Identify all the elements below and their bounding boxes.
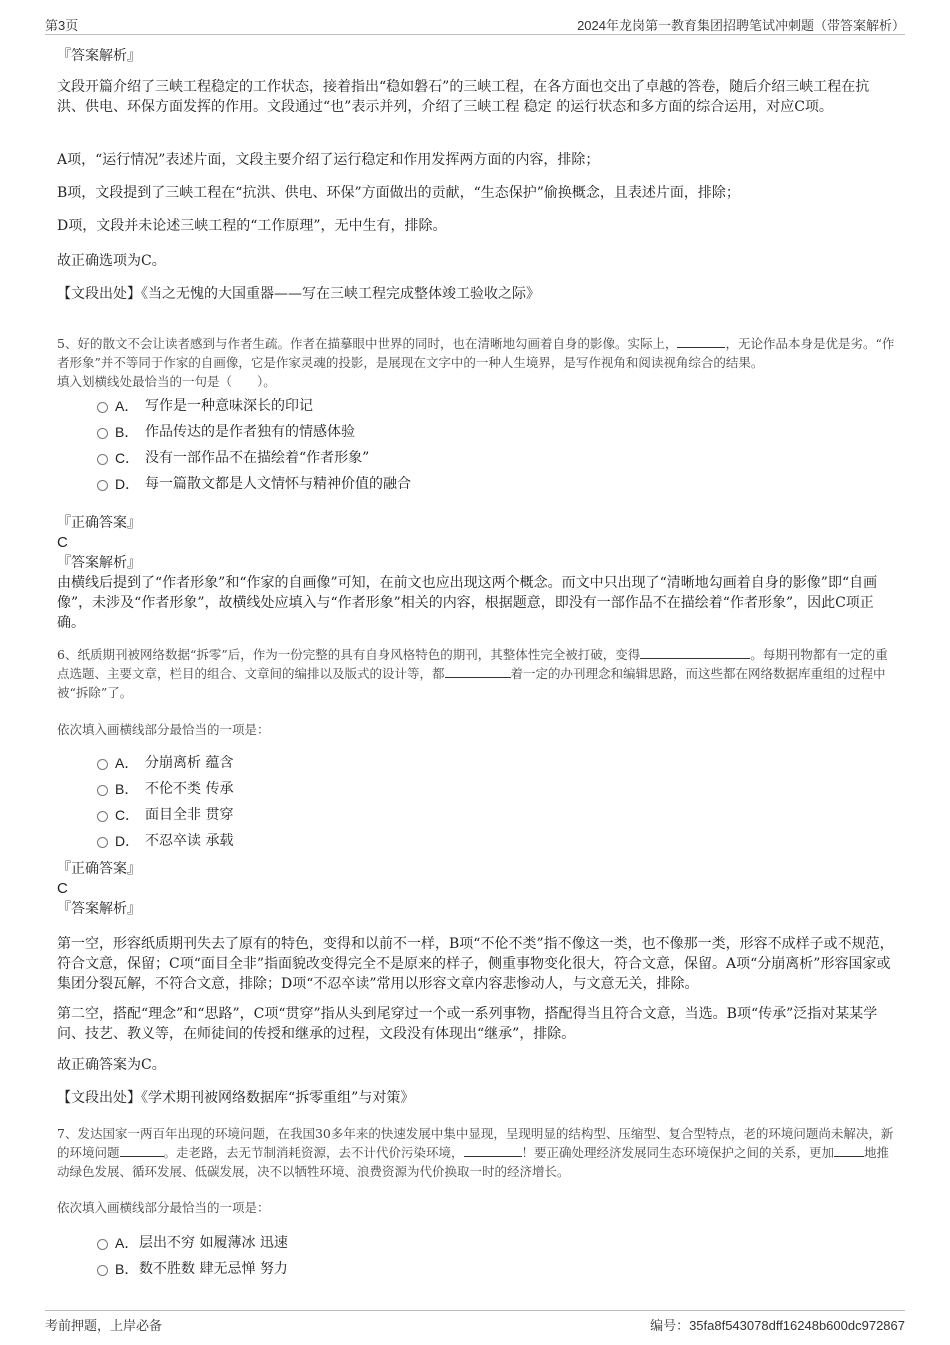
q6-option-d[interactable] — [57, 831, 897, 857]
radio-icon[interactable] — [97, 428, 108, 439]
q4-option-a-note — [57, 150, 897, 170]
q7-stem — [57, 1124, 897, 1181]
option-letter: C． — [115, 450, 140, 466]
option-letter: A． — [115, 398, 139, 414]
q6-analysis-1 — [57, 934, 897, 994]
q4-analysis-section — [57, 46, 897, 66]
q4-analysis-text: 文段开篇介绍了三峡工程稳定的工作状态，接着指出“稳如磐石”的三峡工程，在各方面也交出了卓越的答卷，随后介绍三峡工程在抗洪、供电、环保方面发挥的作用。文段通过“也”表示并列，介绍了三峡工程 稳定 的运行状态和多方面的综合运用，对应C项。 — [57, 79, 870, 115]
option-text: 分崩离析 蕴含 — [145, 755, 234, 771]
q7-stem-part1: 7、发达国家一两百年出现的环境问题，在我国30多年来的快速发展中集中显现，呈现明显的结构型、压缩型、复合型特点，老的环境问题尚未解决，新的环境问题 — [57, 1126, 894, 1160]
footer-slogan: 考前押题，上岸必备 — [45, 1318, 163, 1333]
q4-note-d: D项，文段并未论述三峡工程的“工作原理”，无中生有，排除。 — [57, 218, 447, 234]
q4-option-b-note — [57, 183, 897, 203]
q6-stem-part3: 着一定的办刊理念和编辑思路，而这些都在网络数据库重组的过程中被“拆除”了。 — [57, 666, 886, 700]
q6-stem-part1: 6、纸质期刊被网络数据“拆零”后，作为一份完整的具有自身风格特色的期刊，其整体性完全被打破，变得 — [57, 647, 641, 662]
q5-correct-answer: C — [57, 534, 68, 551]
q6-analysis-2 — [57, 1004, 897, 1044]
document-title: 2024年龙岗第一教育集团招聘笔试冲刺题（带答案解析） — [577, 18, 905, 33]
option-text: 每一篇散文都是人文情怀与精神价值的融合 — [145, 476, 411, 492]
q7-options — [57, 1233, 897, 1285]
radio-icon[interactable] — [97, 1265, 108, 1276]
q5-stem — [57, 334, 897, 391]
q5-stem-part1: 5、好的散文不会让读者感到与作者生疏。作者在描摹眼中世界的同时，也在清晰地勾画着自身的影像。实际上， — [57, 336, 678, 351]
q6-options — [57, 753, 897, 857]
q7-prompt: 依次填入画横线部分最恰当的一项是： — [57, 1200, 270, 1215]
option-text: 没有一部作品不在描绘着“作者形象” — [145, 450, 370, 466]
q4-conclusion: 故正确选项为C。 — [57, 253, 166, 269]
option-text: 数不胜数 肆无忌惮 努力 — [139, 1261, 288, 1277]
option-letter: D． — [115, 833, 140, 849]
radio-icon[interactable] — [97, 785, 108, 796]
document-id: 编号：35fa8f543078dff16248b600dc972867 — [650, 1318, 905, 1333]
q6-correct-answer: C — [57, 880, 68, 897]
q6-correct-label: 『正确答案』 — [57, 861, 141, 877]
q5-option-c[interactable] — [57, 448, 897, 474]
q5-analysis-label: 『答案解析』 — [57, 555, 141, 571]
q5-stem-part3: 填入划横线处最恰当的一句是（ ）。 — [57, 374, 276, 389]
option-text: 不忍卒读 承载 — [145, 833, 234, 849]
q6-option-c[interactable] — [57, 805, 897, 831]
q5-option-a[interactable] — [57, 396, 897, 422]
q6-stem-part2: 。每期刊物都有一定的重点选题、主要文章，栏目的组合、文章间的编排以及版式的设计等，都 — [57, 647, 888, 681]
radio-icon[interactable] — [97, 837, 108, 848]
radio-icon[interactable] — [97, 811, 108, 822]
q6-stem — [57, 645, 897, 702]
q5-blank — [677, 335, 725, 348]
q6-source-block — [57, 1088, 897, 1108]
q6-stem-text — [57, 645, 897, 702]
q6-prompt: 依次填入画横线部分最恰当的一项是： — [57, 722, 270, 737]
q4-conclusion-block — [57, 251, 897, 271]
radio-icon[interactable] — [97, 454, 108, 465]
q6-source: 【文段出处】《学术期刊被网络数据库“拆零重组”与对策》 — [57, 1090, 415, 1106]
q5-option-d[interactable] — [57, 474, 897, 500]
option-text: 不伦不类 传承 — [145, 781, 234, 797]
q4-option-d-note — [57, 216, 897, 236]
q4-note-b: B项，文段提到了三峡工程在“抗洪、供电、环保”方面做出的贡献，“生态保护”偷换概念，且表述片面，排除； — [57, 185, 740, 201]
q7-stem-part3: ！要正确处理经济发展同生态环境保护之间的关系，更加 — [521, 1145, 835, 1160]
option-letter: B． — [115, 424, 139, 440]
q4-source: 【文段出处】《当之无愧的大国重器——写在三峡工程完成整体竣工验收之际》 — [57, 286, 540, 302]
q7-option-b[interactable] — [57, 1259, 897, 1285]
q6-answer-block — [57, 859, 897, 919]
q6-conclusion: 故正确答案为C。 — [57, 1057, 166, 1073]
q4-analysis-label: 『答案解析』 — [57, 48, 141, 64]
q6-option-b[interactable] — [57, 779, 897, 805]
option-letter: B． — [115, 781, 139, 797]
q5-answer-block — [57, 513, 897, 633]
q5-correct-label: 『正确答案』 — [57, 515, 141, 531]
q7-option-a[interactable] — [57, 1233, 897, 1259]
q6-prompt-block — [57, 720, 897, 739]
q5-stem-part2: ，无论作品本身是优是劣。“作者形象”并不等同于作家的自画像，它是作家灵魂的投影，是展现在文字中的一种人生境界，是写作视角和阅读视角综合的结果。 — [57, 336, 895, 370]
q7-stem-part4: 地推动绿色发展、循环发展、低碳发展，决不以牺牲环境、浪费资源为代价换取一时的经济增长。 — [57, 1145, 890, 1179]
q7-stem-part2: 。走老路，去无节制消耗资源，去不计代价污染环境， — [163, 1145, 464, 1160]
radio-icon[interactable] — [97, 402, 108, 413]
q6-analysis-para1: 第一空，形容纸质期刊失去了原有的特色，变得和以前不一样，B项“不伦不类”指不像这一类，也不像那一类，形容不成样子或不规范，符合文意，保留；C项“面目全非”指面貌改变得完全不是原来的样子，侧重事物变化很大，符合文意，保留。A项“分崩离析”形容国家或集团分裂瓦解，不符合文意，排除；D项“不忍卒读”常用以形容文章内容悲惨动人，与文意无关，排除。 — [57, 936, 894, 992]
q6-option-a[interactable] — [57, 753, 897, 779]
q5-option-b[interactable] — [57, 422, 897, 448]
option-text: 作品传达的是作者独有的情感体验 — [145, 424, 355, 440]
option-text: 层出不穷 如履薄冰 迅速 — [139, 1235, 288, 1251]
q5-stem-text — [57, 334, 897, 372]
q5-analysis-text: 由横线后提到了“作者形象”和“作家的自画像”可知，在前文也应出现这两个概念。而文中只出现了“清晰地勾画着自身的影像”即“自画像”，未涉及“作者形象”，故横线处应填入与“作者形象”相关的内容，根据题意，即没有一部作品不在描绘着“作者形象”，因此C项正确。 — [57, 575, 878, 631]
option-text: 写作是一种意味深长的印记 — [145, 398, 313, 414]
q6-blank-2 — [445, 665, 511, 678]
q6-analysis-label: 『答案解析』 — [57, 901, 141, 917]
q7-stem-text — [57, 1124, 897, 1181]
q7-blank-1 — [120, 1144, 164, 1157]
option-text: 面目全非 贯穿 — [145, 807, 234, 823]
page-number: 第3页 — [45, 18, 79, 33]
q6-analysis-para2: 第二空，搭配“理念”和“思路”，C项“贯穿”指从头到尾穿过一个或一系列事物，搭配得当且符合文意，当选。B项“传承”泛指对某某学问、技艺、教义等，在师徒间的传授和继承的过程，文段没有体现出“继承”，排除。 — [57, 1006, 878, 1042]
q4-note-a: A项，“运行情况”表述片面，文段主要介绍了运行稳定和作用发挥两方面的内容，排除； — [57, 152, 600, 168]
q7-blank-2 — [464, 1144, 522, 1157]
option-letter: A． — [115, 1235, 139, 1251]
option-letter: D． — [115, 476, 140, 492]
option-letter: B． — [115, 1261, 139, 1277]
page-footer — [45, 1310, 905, 1336]
q6-conclusion-block — [57, 1055, 897, 1075]
q7-prompt-block — [57, 1198, 897, 1217]
option-letter: A． — [115, 755, 139, 771]
q6-blank-1 — [640, 646, 750, 659]
radio-icon[interactable] — [97, 480, 108, 491]
page-header — [45, 12, 905, 35]
radio-icon[interactable] — [97, 759, 108, 770]
q7-blank-3 — [834, 1144, 864, 1157]
q5-options — [57, 396, 897, 500]
q4-source-block — [57, 284, 897, 304]
radio-icon[interactable] — [97, 1239, 108, 1250]
option-letter: C． — [115, 807, 140, 823]
q4-analysis-paragraph — [57, 77, 897, 117]
